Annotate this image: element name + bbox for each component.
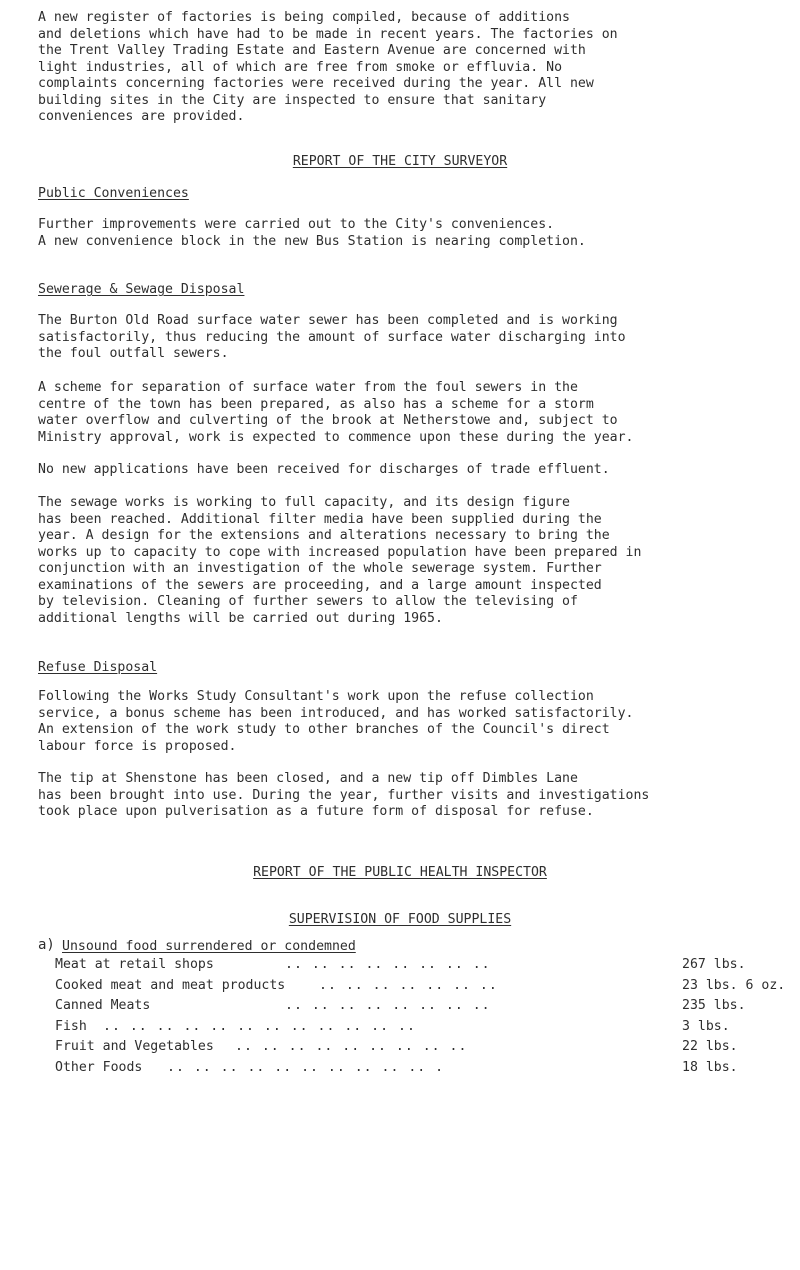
city-surveyor-title: REPORT OF THE CITY SURVEYOR <box>292 154 508 169</box>
leader-dots: .. .. .. .. .. .. .. .. .. <box>235 1039 468 1054</box>
food-item-row <box>55 1017 775 1038</box>
leader-dots: .. .. .. .. .. .. .. .. .. .. .. .. <box>103 1018 416 1034</box>
refuse-heading: Refuse Disposal <box>38 660 158 675</box>
food-supplies-subtitle: SUPERVISION OF FOOD SUPPLIES <box>288 912 512 927</box>
section-marker: a) <box>38 937 55 953</box>
food-item-label: Fruit and Vegetables <box>55 1039 214 1054</box>
food-item-row <box>55 996 775 1017</box>
intro-text: A new register of factories is being compiled, because of additions and deletions which have had to be made in recent years. The factories on the Trent Valley Trading Estate and Eastern Avenue are concerned with light industries, all of which are free from smoke or effluvia. No complaints concerning factories were received during the year. All new building sites in the City are inspected to ensure that sanitary conveniences are provided. <box>38 10 618 124</box>
food-item-quantity: 3 lbs. <box>682 1018 730 1034</box>
sewerage-text-2: A scheme for separation of surface water from the foul sewers in the centre of the town has been prepared, as also has a scheme for a storm water overflow and culverting of the brook at Netherstowe and, subject to Ministry approval, work is expected to commence upon these during the year. <box>38 380 634 445</box>
food-item-label: Fish <box>55 1018 87 1034</box>
sewerage-paragraph-4 <box>38 495 778 627</box>
food-item-label: Canned Meats <box>55 998 151 1013</box>
public-conveniences-text: Further improvements were carried out to the City's conveniences. A new convenience block in the new Bus Station is nearing completion. <box>38 217 586 249</box>
public-conveniences-heading: Public Conveniences <box>38 186 189 201</box>
food-item-label: Cooked meat and meat products <box>55 977 286 993</box>
food-items-list <box>55 955 786 1078</box>
health-inspector-title: REPORT OF THE PUBLIC HEALTH INSPECTOR <box>253 865 547 880</box>
sewerage-text-4: The sewage works is working to full capacity, and its design figure has been reached. Additional filter media have been supplied during the year. A design for the extensions and alterations necessary to bring the works up to capacity to cope with increased population have been prepared in conjunction with an investigation of the whole sewerage system. Further examinations of the sewers are proceeding, and a large amount inspected by television. Cleaning of further sewers to allow the televising of additional lengths will be carried out during 1965. <box>38 495 642 626</box>
public-conveniences-paragraph <box>38 217 778 250</box>
food-item-row <box>55 1058 775 1079</box>
food-item-label: Meat at retail shops <box>55 957 214 972</box>
food-item-quantity: 235 lbs. <box>682 998 746 1013</box>
sewerage-text-3: No new applications have been received for discharges of trade effluent. <box>38 462 610 477</box>
leader-dots: .. .. .. .. .. .. .. .. <box>285 998 491 1013</box>
refuse-text-1: Following the Works Study Consultant's work upon the refuse collection service, a bonus scheme has been introduced, and has worked satisfactorily. An extension of the work study to other branches of the Council's direct labour force is proposed. <box>38 689 634 754</box>
food-item-quantity: 23 lbs. 6 oz. <box>682 977 786 993</box>
sewerage-heading: Sewerage & Sewage Disposal <box>38 282 245 297</box>
sewerage-paragraph-1 <box>38 313 778 363</box>
food-item-quantity: 18 lbs. <box>682 1059 738 1075</box>
intro-paragraph <box>38 10 778 126</box>
food-item-row <box>55 1037 775 1058</box>
sewerage-paragraph-2 <box>38 380 778 446</box>
food-item-row <box>55 955 775 976</box>
leader-dots: .. .. .. .. .. .. .. .. .. .. . <box>167 1059 445 1075</box>
refuse-text-2: The tip at Shenstone has been closed, and a new tip off Dimbles Lane has been brought into use. During the year, further visits and investigations took place upon pulverisation as a future form of disposal for refuse. <box>38 771 650 819</box>
food-item-quantity: 22 lbs. <box>682 1039 738 1054</box>
sewerage-text-1: The Burton Old Road surface water sewer has been completed and is working satisfactorily, thus reducing the amount of surface water discharging into the foul outfall sewers. <box>38 313 626 361</box>
food-item-label: Other Foods <box>55 1059 143 1075</box>
food-item-quantity: 267 lbs. <box>682 957 746 972</box>
sewerage-paragraph-3 <box>38 462 778 479</box>
refuse-paragraph-2 <box>38 771 778 821</box>
unsound-food-heading: Unsound food surrendered or condemned <box>62 939 356 954</box>
refuse-paragraph-1 <box>38 689 778 755</box>
leader-dots: .. .. .. .. .. .. .. <box>319 977 498 993</box>
food-item-row <box>55 976 786 997</box>
leader-dots: .. .. .. .. .. .. .. .. <box>285 957 491 972</box>
